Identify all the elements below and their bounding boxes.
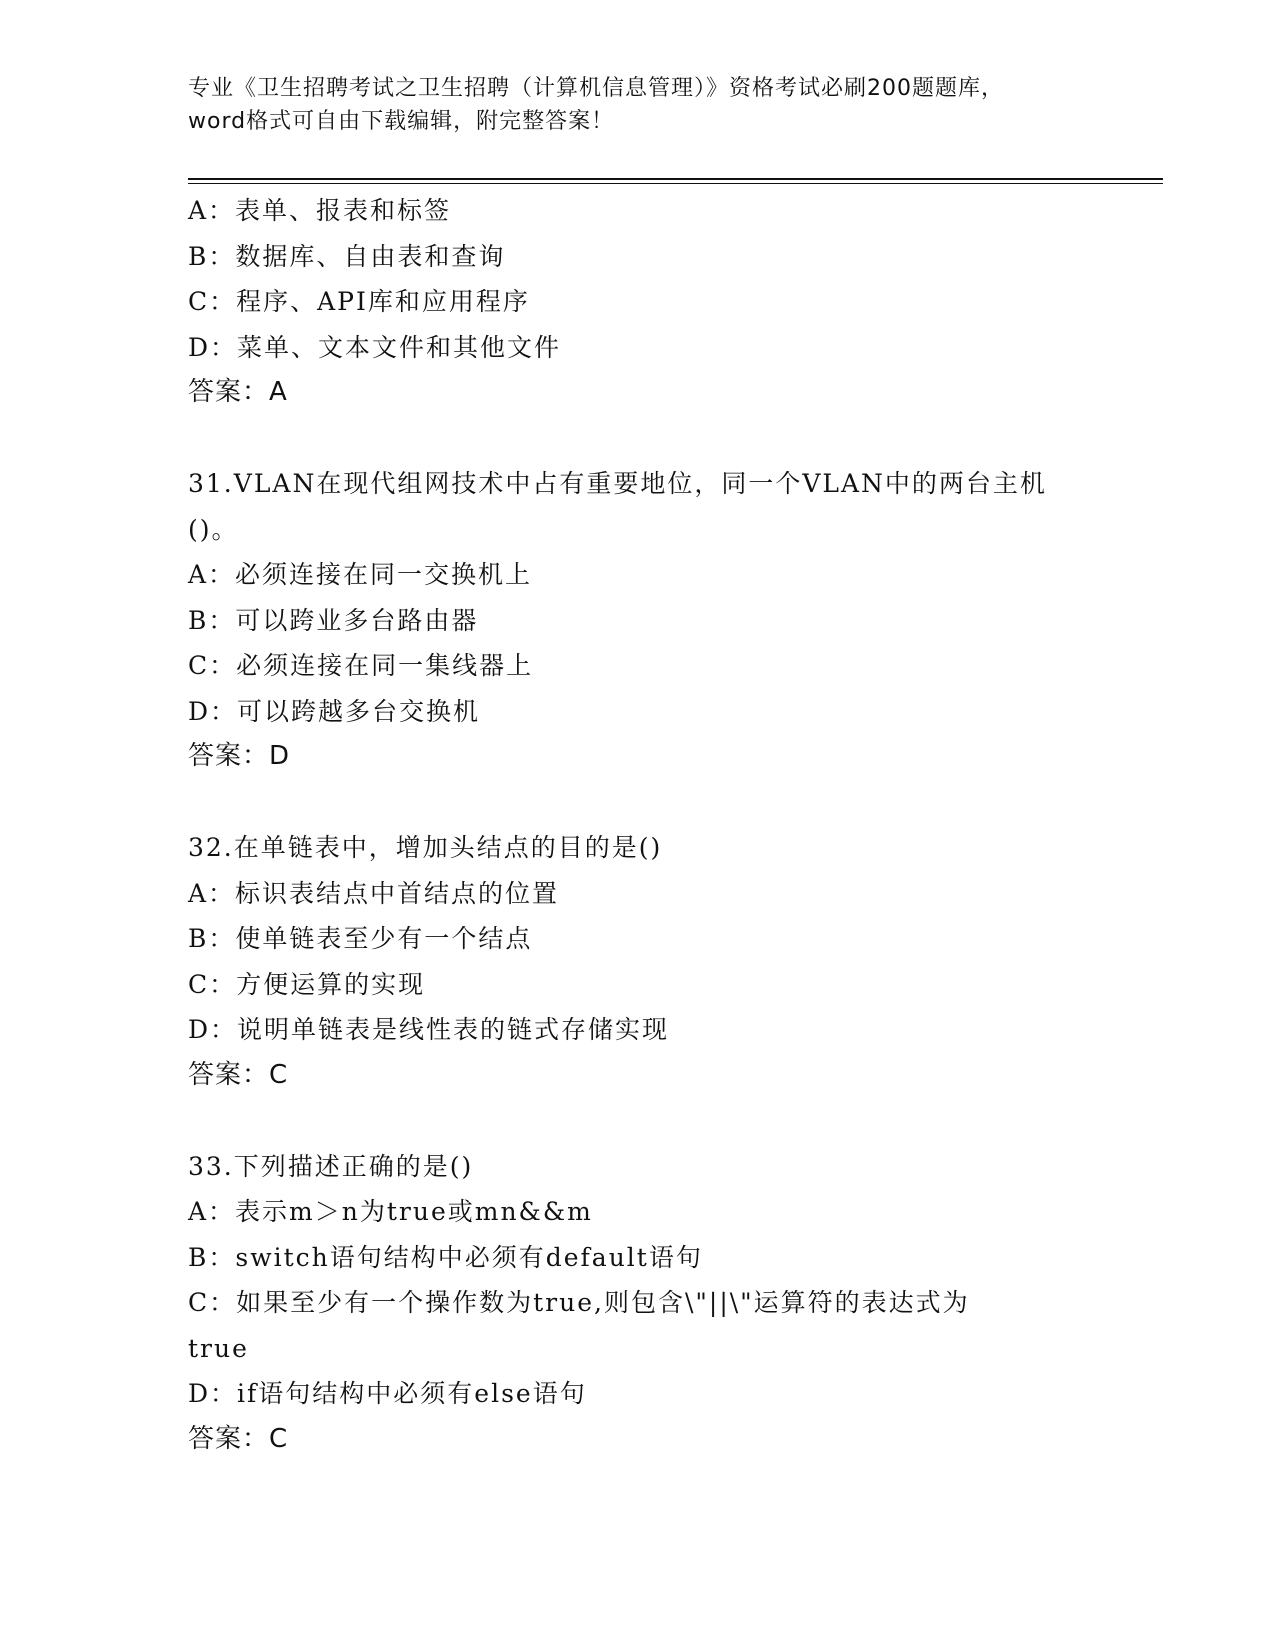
- option-c: C：程序、API库和应用程序: [188, 287, 530, 316]
- option-b: B：使单链表至少有一个结点: [188, 924, 533, 953]
- header-line-1: 专业《卫生招聘考试之卫生招聘（计算机信息管理）》资格考试必刷200题题库，: [188, 76, 1004, 101]
- option-b: B：可以跨业多台路由器: [188, 605, 479, 635]
- header-line-2: word格式可自由下载编辑，附完整答案！: [188, 109, 615, 134]
- question-stem-continued: ()。: [188, 514, 239, 544]
- option-a: A：必须连接在同一交换机上: [188, 560, 533, 589]
- question-stem: 31.VLAN在现代组网技术中占有重要地位，同一个VLAN中的两台主机: [188, 469, 1047, 498]
- option-b: B：switch语句结构中必须有default语句: [188, 1242, 703, 1272]
- question-30-continued: [188, 188, 1108, 416]
- option-d: D：if语句结构中必须有else语句: [188, 1379, 587, 1408]
- answer-label: 答案：C: [188, 1423, 289, 1454]
- question-33: [188, 1144, 1108, 1463]
- option-a: A：表单、报表和标签: [188, 196, 452, 225]
- question-list: [188, 188, 1108, 1462]
- option-d: D：菜单、文本文件和其他文件: [188, 332, 562, 362]
- option-a: A：表示m＞n为true或mn&&m: [188, 1197, 593, 1226]
- question-31: [188, 461, 1108, 780]
- option-d: D：说明单链表是线性表的链式存储实现: [188, 1015, 670, 1044]
- option-d: D：可以跨越多台交换机: [188, 696, 481, 726]
- document-header: [188, 72, 1088, 138]
- option-c: C：如果至少有一个操作数为true,则包含\"||\"运算符的表达式为: [188, 1288, 970, 1317]
- answer-label: 答案：A: [188, 377, 288, 407]
- header-divider: [188, 178, 1163, 184]
- question-stem: 33.下列描述正确的是(): [188, 1151, 474, 1181]
- question-32: [188, 825, 1108, 1098]
- option-a: A：标识表结点中首结点的位置: [188, 878, 560, 908]
- option-c-continued: true: [188, 1333, 249, 1363]
- option-b: B：数据库、自由表和查询: [188, 241, 506, 271]
- answer-label: 答案：C: [188, 1059, 289, 1090]
- option-c: C：必须连接在同一集线器上: [188, 651, 534, 680]
- answer-label: 答案：D: [188, 741, 291, 771]
- question-stem: 32.在单链表中，增加头结点的目的是(): [188, 833, 663, 862]
- option-c: C：方便运算的实现: [188, 969, 426, 999]
